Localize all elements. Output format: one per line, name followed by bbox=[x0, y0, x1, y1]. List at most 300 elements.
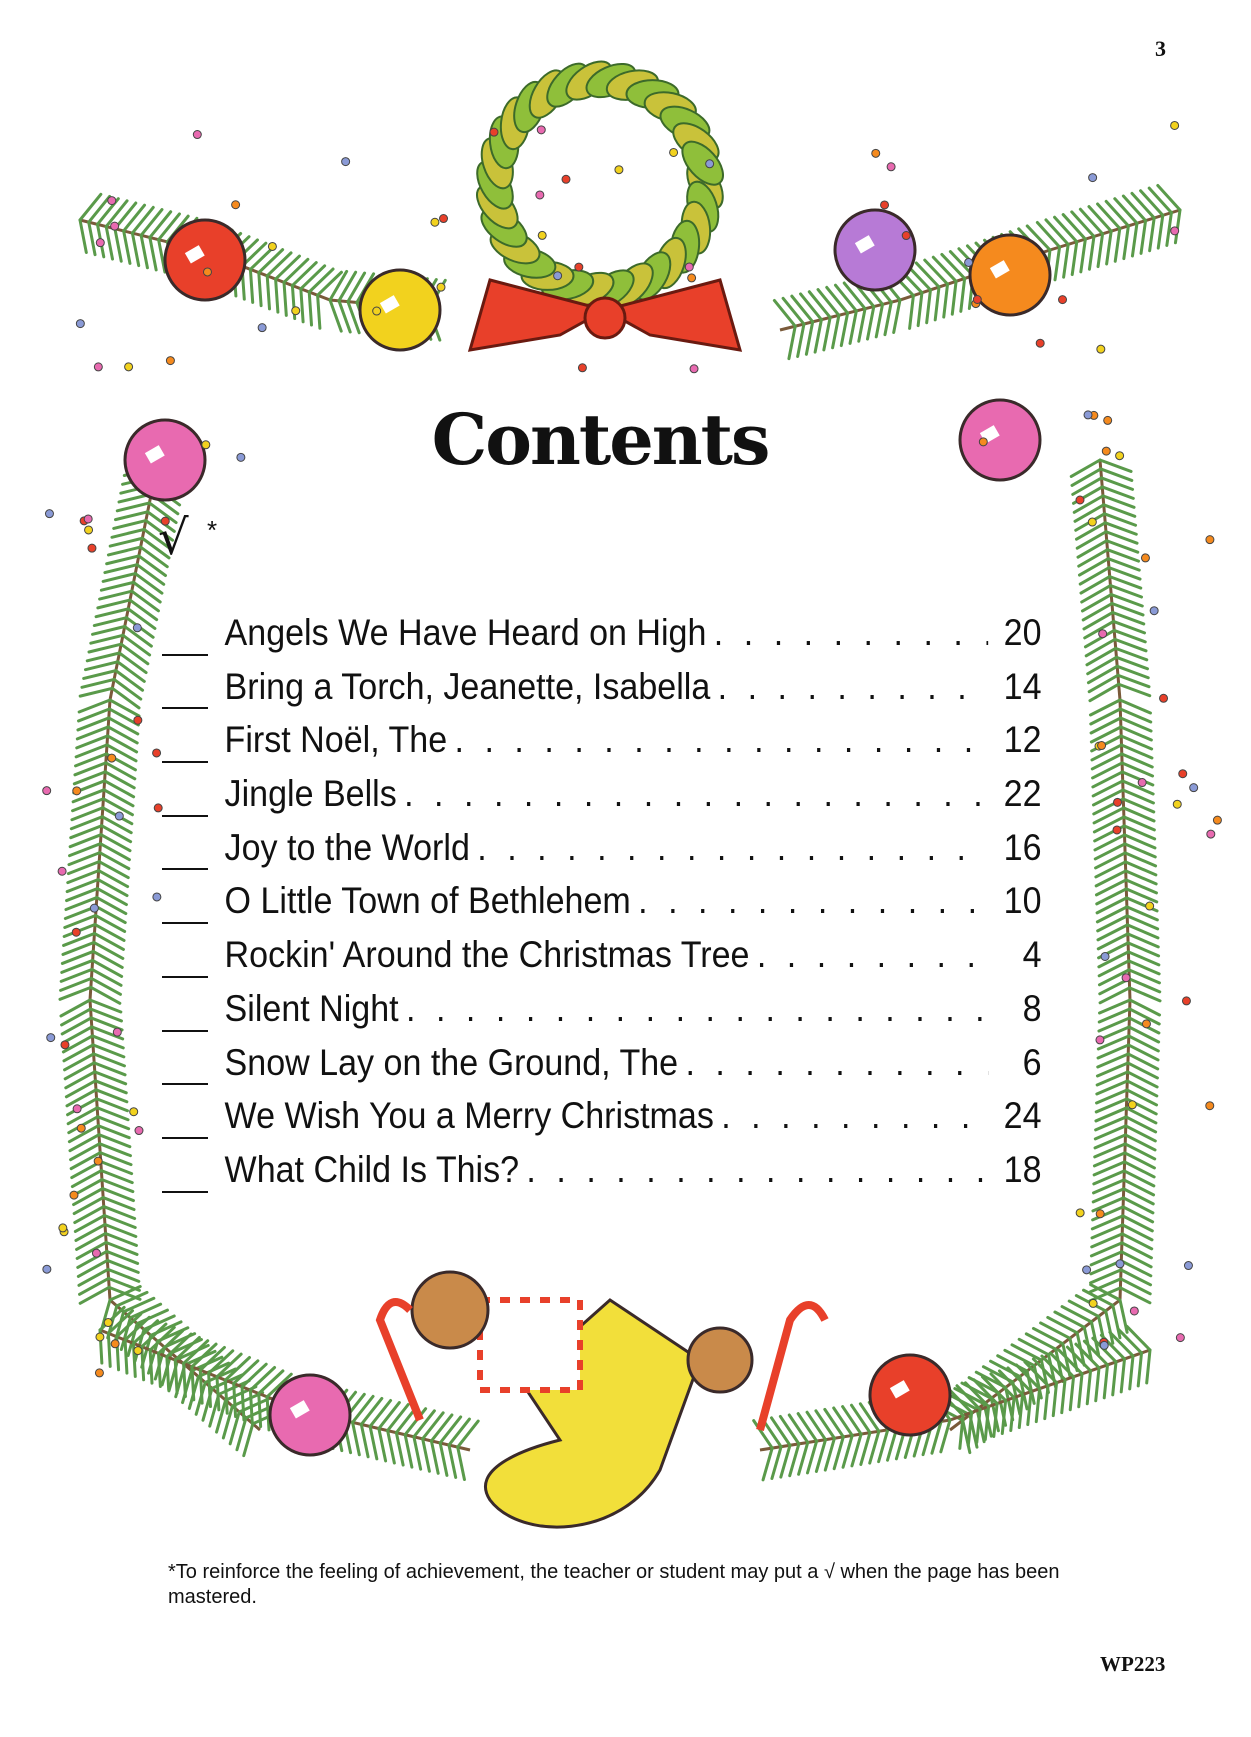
pine-needle bbox=[98, 880, 127, 896]
pine-needle bbox=[77, 1242, 106, 1258]
confetti-dot bbox=[85, 526, 93, 534]
toc-entry bbox=[162, 719, 1042, 773]
pine-needle bbox=[774, 300, 795, 326]
confetti-dot bbox=[373, 307, 381, 315]
confetti-dot bbox=[1116, 1260, 1124, 1268]
confetti-dot bbox=[1206, 1102, 1214, 1110]
confetti-dot bbox=[1206, 536, 1214, 544]
pine-needle bbox=[861, 1433, 870, 1465]
pine-needle bbox=[1037, 222, 1059, 247]
pine-needle bbox=[106, 763, 135, 779]
pine-needle bbox=[130, 600, 157, 620]
pine-needle bbox=[67, 1090, 96, 1106]
song-title: Joy to the World bbox=[224, 826, 470, 868]
page-ref: 10 bbox=[1003, 880, 1042, 922]
pine-needle bbox=[859, 309, 865, 341]
pine-needle bbox=[309, 269, 333, 292]
pine-needle bbox=[834, 1408, 853, 1435]
confetti-dot bbox=[881, 201, 889, 209]
pine-needle bbox=[135, 574, 162, 594]
pine-needle bbox=[806, 322, 812, 354]
confetti-dot bbox=[575, 263, 583, 271]
pine-needle bbox=[885, 302, 891, 334]
pine-needle bbox=[825, 1438, 834, 1470]
pine-needle bbox=[96, 609, 128, 617]
pine-needle bbox=[117, 503, 149, 511]
pine-needle bbox=[423, 1439, 430, 1471]
pine-needle bbox=[1106, 1311, 1113, 1343]
pine-needle bbox=[259, 250, 283, 273]
pine-needle bbox=[361, 1424, 368, 1456]
pine-needle bbox=[108, 736, 137, 752]
page-ref: 20 bbox=[1003, 612, 1042, 653]
pine-needle bbox=[234, 1361, 258, 1384]
pine-needle bbox=[225, 1380, 227, 1413]
pine-needle bbox=[100, 591, 132, 599]
pine-needle bbox=[250, 269, 252, 302]
page-ref: 12 bbox=[1003, 719, 1042, 761]
pine-needle bbox=[61, 1000, 90, 1016]
pine-needle bbox=[217, 1377, 219, 1410]
pine-needle bbox=[1113, 1362, 1116, 1395]
confetti-dot bbox=[1171, 121, 1179, 129]
pine-needle bbox=[388, 1405, 408, 1431]
confetti-dot bbox=[43, 1265, 51, 1273]
confetti-dot bbox=[104, 1319, 112, 1327]
confetti-dot bbox=[232, 201, 240, 209]
confetti-dot bbox=[166, 357, 174, 365]
pine-needle bbox=[449, 1419, 469, 1445]
pine-needle bbox=[1115, 199, 1137, 224]
pine-needle bbox=[244, 1424, 253, 1456]
pine-needle bbox=[99, 862, 128, 878]
pine-needle bbox=[150, 1350, 152, 1383]
confetti-dot bbox=[193, 131, 201, 139]
pine-needle bbox=[876, 304, 882, 336]
page-ref: 22 bbox=[1003, 773, 1042, 815]
pine-needle bbox=[1098, 204, 1120, 229]
pine-needle bbox=[841, 313, 847, 345]
pine-needle bbox=[267, 276, 269, 309]
pine-needle bbox=[98, 600, 130, 608]
check-blank bbox=[162, 868, 208, 870]
pine-needle bbox=[62, 1018, 91, 1034]
pine-needle bbox=[184, 1363, 186, 1396]
pine-needle bbox=[1088, 657, 1117, 673]
check-blank bbox=[162, 922, 208, 924]
song-title: Angels We Have Heard on High bbox=[224, 612, 707, 653]
pine-needle bbox=[75, 1207, 104, 1223]
confetti-dot bbox=[1096, 1210, 1104, 1218]
pine-needle bbox=[1045, 1386, 1048, 1419]
confetti-dot bbox=[902, 232, 910, 240]
confetti-dot bbox=[690, 365, 698, 373]
ornament-icon bbox=[360, 270, 440, 350]
confetti-dot bbox=[115, 812, 123, 820]
pine-needle bbox=[276, 256, 300, 279]
pine-needle bbox=[115, 512, 147, 520]
pine-needle bbox=[85, 662, 117, 670]
confetti-dot bbox=[1036, 339, 1044, 347]
pine-needle bbox=[801, 294, 822, 320]
confetti-dot bbox=[1160, 694, 1168, 702]
pine-needle bbox=[941, 1420, 950, 1452]
confetti-dot bbox=[1128, 1101, 1136, 1109]
pine-needle bbox=[301, 289, 303, 322]
confetti-dot bbox=[58, 867, 66, 875]
pine-needle bbox=[141, 235, 147, 267]
pine-needle bbox=[1132, 223, 1137, 256]
dot-leader bbox=[714, 612, 988, 654]
confetti-dot bbox=[84, 515, 92, 523]
confetti-dot bbox=[537, 126, 545, 134]
contents-list bbox=[162, 612, 1042, 1203]
pine-needle bbox=[927, 290, 931, 323]
pine-needle bbox=[1053, 1383, 1056, 1416]
check-blank bbox=[162, 654, 208, 656]
pine-needle bbox=[1028, 1392, 1031, 1425]
pine-needle bbox=[97, 889, 126, 905]
confetti-dot bbox=[1207, 830, 1215, 838]
pine-needle bbox=[68, 1108, 97, 1124]
toc-entry bbox=[162, 1149, 1042, 1203]
pine-needle bbox=[77, 1233, 106, 1249]
pine-needle bbox=[910, 296, 914, 329]
pine-needle bbox=[87, 653, 119, 661]
pine-needle bbox=[339, 272, 356, 301]
pine-needle bbox=[396, 1433, 403, 1465]
confetti-dot bbox=[203, 268, 211, 276]
song-title: Jingle Bells bbox=[224, 773, 397, 815]
pine-needle bbox=[242, 1387, 244, 1420]
pine-needle bbox=[89, 222, 95, 254]
pine-needle bbox=[75, 1216, 104, 1232]
pine-needle bbox=[1175, 210, 1180, 243]
pine-needle bbox=[1121, 1359, 1124, 1392]
pine-needle bbox=[952, 281, 956, 314]
page-ref: 14 bbox=[1003, 665, 1042, 707]
pine-needle bbox=[935, 287, 939, 320]
confetti-dot bbox=[1114, 798, 1122, 806]
confetti-dot bbox=[130, 1108, 138, 1116]
pine-needle bbox=[1089, 207, 1111, 232]
confetti-dot bbox=[688, 274, 696, 282]
pine-needle bbox=[1046, 220, 1068, 245]
pine-needle bbox=[318, 295, 320, 328]
confetti-dot bbox=[1089, 1299, 1097, 1307]
pine-needle bbox=[108, 547, 140, 555]
confetti-dot bbox=[1190, 784, 1198, 792]
pine-needle bbox=[101, 582, 133, 590]
pine-needle bbox=[102, 826, 131, 842]
confetti-dot bbox=[1113, 826, 1121, 834]
confetti-dot bbox=[1101, 952, 1109, 960]
page-title: Contents bbox=[431, 398, 769, 481]
pine-needle bbox=[818, 290, 839, 316]
check-blank bbox=[162, 707, 208, 709]
song-title: Rockin' Around the Christmas Tree bbox=[224, 934, 750, 976]
pine-needle bbox=[175, 1360, 177, 1393]
pine-needle bbox=[78, 1260, 107, 1276]
check-blank bbox=[162, 815, 208, 817]
confetti-dot bbox=[134, 716, 142, 724]
confetti-dot bbox=[1141, 554, 1149, 562]
pine-needle bbox=[234, 1383, 236, 1416]
pine-needle bbox=[925, 260, 948, 284]
check-blank bbox=[162, 1083, 208, 1085]
pine-needle bbox=[132, 207, 153, 233]
song-title: We Wish You a Merry Christmas bbox=[224, 1095, 714, 1137]
footnote-asterisk: * bbox=[207, 515, 218, 545]
pine-needle bbox=[167, 1357, 169, 1390]
ornament-icon bbox=[970, 235, 1050, 315]
pine-needle bbox=[124, 231, 130, 263]
confetti-dot bbox=[1083, 1266, 1091, 1274]
pine-needle bbox=[97, 898, 126, 914]
pine-needle bbox=[1118, 1329, 1141, 1353]
pine-needle bbox=[107, 556, 139, 564]
pine-needle bbox=[843, 1435, 852, 1467]
pine-needle bbox=[104, 790, 133, 806]
confetti-dot bbox=[43, 787, 51, 795]
pine-needle bbox=[370, 1426, 377, 1458]
page-ref: 6 bbox=[1022, 1041, 1042, 1083]
confetti-dot bbox=[1138, 779, 1146, 787]
toc-entry bbox=[162, 988, 1042, 1042]
pine-needle bbox=[115, 229, 121, 261]
confetti-dot bbox=[1096, 1036, 1104, 1044]
ornament-icon bbox=[270, 1375, 350, 1455]
pine-needle bbox=[1002, 1401, 1005, 1434]
pine-needle bbox=[772, 1447, 781, 1479]
pine-needle bbox=[1090, 684, 1119, 700]
pine-needle bbox=[150, 237, 156, 269]
pine-needle bbox=[1132, 193, 1154, 218]
pine-needle bbox=[76, 1225, 105, 1241]
confetti-dot bbox=[1130, 1307, 1138, 1315]
pine-needle bbox=[259, 1394, 261, 1427]
pine-needle bbox=[108, 727, 137, 743]
pine-needle bbox=[132, 591, 159, 611]
confetti-dot bbox=[47, 1034, 55, 1042]
pine-needle bbox=[944, 284, 948, 317]
pine-needle bbox=[1089, 236, 1094, 269]
confetti-dot bbox=[96, 239, 104, 247]
confetti-dot bbox=[973, 295, 981, 303]
pine-needle bbox=[1079, 1374, 1082, 1407]
song-title: What Child Is This? bbox=[224, 1148, 520, 1190]
confetti-dot bbox=[88, 544, 96, 552]
pine-needle bbox=[1087, 648, 1116, 664]
confetti-dot bbox=[670, 148, 678, 156]
pine-needle bbox=[1064, 244, 1069, 277]
pine-needle bbox=[100, 844, 129, 860]
pine-needle bbox=[918, 293, 922, 326]
song-title: O Little Town of Bethlehem bbox=[224, 880, 631, 922]
pine-needle bbox=[101, 835, 130, 851]
page-ref: 8 bbox=[1022, 987, 1042, 1029]
confetti-dot bbox=[440, 215, 448, 223]
pine-needle bbox=[309, 292, 311, 325]
pine-needle bbox=[1067, 1347, 1090, 1371]
pine-needle bbox=[1158, 215, 1163, 248]
confetti-dot bbox=[292, 307, 300, 315]
pine-needle bbox=[284, 259, 308, 282]
confetti-dot bbox=[887, 163, 895, 171]
page-ref: 24 bbox=[1003, 1095, 1042, 1137]
dot-leader bbox=[526, 1149, 988, 1191]
pine-needle bbox=[158, 1353, 160, 1386]
pine-needle bbox=[1082, 595, 1111, 611]
pine-needle bbox=[1079, 559, 1108, 575]
confetti-dot bbox=[1184, 1262, 1192, 1270]
confetti-dot bbox=[872, 149, 880, 157]
confetti-dot bbox=[1142, 1020, 1150, 1028]
page-number: 3 bbox=[1155, 36, 1166, 61]
toc-entry bbox=[162, 612, 1042, 666]
pine-needle bbox=[301, 266, 325, 289]
mouse-icon bbox=[688, 1328, 752, 1392]
confetti-dot bbox=[1098, 742, 1106, 750]
pine-needle bbox=[851, 1405, 870, 1432]
pine-needle bbox=[132, 233, 138, 265]
pine-needle bbox=[1072, 242, 1077, 275]
pine-needle bbox=[1089, 675, 1118, 691]
pine-needle bbox=[1088, 666, 1117, 682]
confetti-dot bbox=[135, 1127, 143, 1135]
pine-needle bbox=[116, 671, 143, 691]
pine-needle bbox=[827, 287, 848, 313]
pine-needle bbox=[89, 644, 121, 652]
pine-needle bbox=[63, 1027, 92, 1043]
pine-needle bbox=[816, 1411, 835, 1438]
pine-needle bbox=[1127, 1326, 1150, 1350]
confetti-dot bbox=[1171, 227, 1179, 235]
confetti-dot bbox=[96, 1333, 104, 1341]
pine-needle bbox=[916, 263, 939, 287]
catalog-code: WP223 bbox=[1100, 1652, 1166, 1676]
pine-needle bbox=[1130, 1356, 1133, 1389]
pine-needle bbox=[835, 285, 856, 311]
pine-needle bbox=[1081, 239, 1086, 272]
confetti-dot bbox=[1059, 296, 1067, 304]
pine-needle bbox=[79, 1269, 108, 1285]
pine-needle bbox=[1113, 1305, 1120, 1337]
confetti-dot bbox=[1179, 770, 1187, 778]
pine-needle bbox=[100, 853, 129, 869]
check-blank bbox=[162, 1030, 208, 1032]
pine-needle bbox=[809, 292, 830, 318]
pine-needle bbox=[781, 1445, 790, 1477]
pine-needle bbox=[71, 1144, 100, 1160]
confetti-dot bbox=[77, 1124, 85, 1132]
pine-needle bbox=[942, 254, 965, 278]
toc-entry bbox=[162, 1042, 1042, 1096]
pine-needle bbox=[114, 679, 141, 699]
pine-needle bbox=[763, 1448, 772, 1480]
confetti-dot bbox=[1150, 607, 1158, 615]
confetti-dot bbox=[134, 1347, 142, 1355]
confetti-dot bbox=[1146, 902, 1154, 910]
pine-needle bbox=[125, 1340, 127, 1373]
pine-needle bbox=[65, 1054, 94, 1070]
confetti-dot bbox=[1100, 1341, 1108, 1349]
pine-needle bbox=[93, 627, 125, 635]
pine-needle bbox=[72, 1171, 101, 1187]
toc-entry bbox=[162, 880, 1042, 934]
confetti-dot bbox=[133, 624, 141, 632]
check-blank bbox=[162, 1191, 208, 1193]
pine-needle bbox=[70, 1135, 99, 1151]
pine-needle bbox=[209, 1373, 211, 1406]
confetti-dot bbox=[92, 1249, 100, 1257]
pine-needle bbox=[458, 1447, 465, 1479]
song-title: Bring a Torch, Jeanette, Isabella bbox=[224, 665, 711, 707]
pine-needle bbox=[1077, 532, 1106, 548]
confetti-dot bbox=[1122, 974, 1130, 982]
pine-needle bbox=[808, 1441, 817, 1473]
pine-needle bbox=[96, 907, 125, 923]
pine-needle bbox=[423, 1413, 443, 1439]
pine-needle bbox=[80, 1287, 109, 1303]
pine-needle bbox=[833, 315, 839, 347]
pine-needle bbox=[1123, 196, 1145, 221]
confetti-dot bbox=[108, 197, 116, 205]
pine-needle bbox=[370, 1400, 390, 1426]
ornament-icon bbox=[165, 220, 245, 300]
pine-needle bbox=[1080, 568, 1109, 584]
pine-needle bbox=[1078, 541, 1107, 557]
pine-needle bbox=[852, 1434, 861, 1466]
dot-leader bbox=[638, 880, 988, 922]
pine-needle bbox=[141, 210, 162, 236]
confetti-dot bbox=[72, 928, 80, 936]
confetti-dot bbox=[76, 320, 84, 328]
confetti-dot bbox=[90, 904, 98, 912]
pine-needle bbox=[92, 969, 121, 985]
confetti-dot bbox=[1088, 518, 1096, 526]
pine-needle bbox=[91, 978, 120, 994]
pine-needle bbox=[93, 951, 122, 967]
toc-entry bbox=[162, 666, 1042, 720]
pine-needle bbox=[816, 1440, 825, 1472]
page-ref: 18 bbox=[1003, 1148, 1042, 1190]
pine-needle bbox=[353, 1422, 360, 1454]
pine-needle bbox=[1055, 217, 1077, 242]
confetti-dot bbox=[73, 787, 81, 795]
song-title: Snow Lay on the Ground, The bbox=[224, 1041, 679, 1083]
dot-leader bbox=[477, 827, 988, 869]
pine-needle bbox=[1084, 612, 1113, 628]
pine-needle bbox=[868, 307, 874, 339]
pine-needle bbox=[1019, 1395, 1022, 1428]
pine-needle bbox=[112, 529, 144, 537]
confetti-dot bbox=[1097, 345, 1105, 353]
pine-needle bbox=[93, 960, 122, 976]
pine-needle bbox=[1036, 1389, 1039, 1422]
pine-needle bbox=[1062, 1380, 1065, 1413]
confetti-dot bbox=[73, 1105, 81, 1113]
pine-needle bbox=[834, 1437, 843, 1469]
dot-leader bbox=[455, 719, 989, 761]
pine-needle bbox=[237, 1418, 246, 1450]
pine-needle bbox=[449, 1445, 456, 1477]
confetti-dot bbox=[1213, 816, 1221, 824]
pine-needle bbox=[96, 916, 125, 932]
pine-needle bbox=[292, 263, 316, 286]
pine-needle bbox=[250, 1368, 274, 1391]
pine-needle bbox=[798, 324, 804, 356]
